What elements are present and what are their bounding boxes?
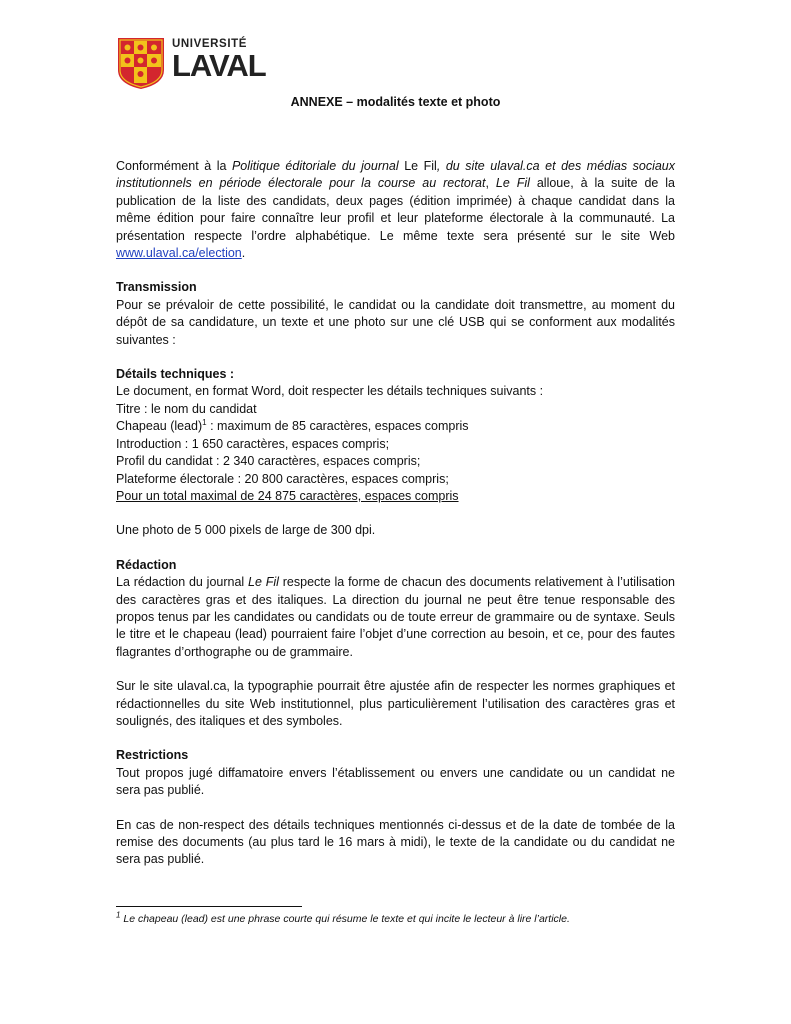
redaction-le-fil: Le Fil: [248, 575, 279, 590]
redaction-text-2: respecte la forme de chacun des documents relativement à l’utilisation des caractères gras et des italiques. La direction du journal ne peut être tenue responsable des propos tenus par les candidates ou candidats ou de toute erreur de grammaire ou de syntaxe. Seuls le titre et le chapeau (lead) pourraient faire l’objet d’une correction au besoin, et ce, pour des fautes flagrantes d’orthographe ou de grammaire.: [116, 575, 675, 659]
election-link[interactable]: www.ulaval.ca/election: [116, 246, 242, 261]
transmission-paragraph: Pour se prévaloir de cette possibilité, le candidat ou la candidate doit transmettre, au moment du dépôt de sa candidature, un texte et une photo sur une clé USB qui se conforment aux modalités suivantes :: [116, 297, 675, 347]
details-line-format: Le document, en format Word, doit respecter les détails techniques suivants :: [116, 384, 544, 399]
logo-wordmark: [172, 38, 266, 81]
document-body: [116, 158, 675, 869]
redaction-paragraph-1: [116, 574, 675, 661]
intro-text-2: alloue, à la suite de la publication de la liste des candidats, deux pages (édition imprimée) à chaque candidat dans la même édition pour faire connaître leur profil et leur plateforme électorale à la communauté. La présentation respecte l’ordre alphabétique. Le même texte sera présenté sur le site Web: [116, 176, 676, 243]
crest-icon: [116, 36, 166, 90]
footnote-divider: [116, 906, 302, 907]
restrictions-paragraph-2: En cas de non-respect des détails techniques mentionnés ci-dessus et de la date de tombée de la remise des documents (au plus tard le 16 mars à midi), le texte de la candidate ou du candidat ne sera pas publié.: [116, 817, 675, 867]
footnote-ref: 1: [202, 418, 207, 428]
intro-comma: ,: [485, 176, 496, 191]
details-line-total: Pour un total maximal de 24 875 caractères, espaces compris: [116, 488, 459, 503]
heading-transmission: Transmission: [116, 280, 197, 295]
heading-details-techniques: Détails techniques :: [116, 367, 235, 382]
heading-redaction: Rédaction: [116, 557, 177, 572]
footnote-number: 1: [116, 910, 121, 920]
redaction-text-1: La rédaction du journal: [116, 575, 249, 590]
intro-le-fil-italic: Le Fil: [495, 176, 530, 191]
chapeau-label: Chapeau (lead): [116, 419, 203, 434]
footnote-text: Le chapeau (lead) est une phrase courte qui résume le texte et qui incite le lecteur à lire l’article.: [120, 913, 570, 925]
details-line-plateforme: Plateforme électorale : 20 800 caractères, espaces compris;: [116, 471, 449, 486]
intro-period: .: [241, 246, 246, 261]
intro-policy-title-cont: , du site ulaval.ca et des médias sociaux institutionnels en période électorale pour la course au rectorat: [116, 159, 675, 191]
redaction-paragraph-2: Sur le site ulaval.ca, la typographie pourrait être ajustée afin de respecter les normes graphiques et rédactionnelles du site Web institutionnel, plus particulièrement l’utilisation des caractères gras et soulignés, des italiques et des symboles.: [116, 679, 675, 728]
details-line-introduction: Introduction : 1 650 caractères, espaces compris;: [116, 436, 390, 451]
document-title: ANNEXE – modalités texte et photo: [290, 95, 501, 109]
chapeau-limit: : maximum de 85 caractères, espaces compris: [206, 419, 469, 434]
details-photo: Une photo de 5 000 pixels de large de 300 dpi.: [116, 523, 376, 538]
footnote: [116, 912, 716, 926]
logo-line-universite: UNIVERSITÉ: [172, 38, 248, 50]
details-line-profil: Profil du candidat : 2 340 caractères, espaces compris;: [116, 454, 421, 469]
intro-policy-title: Politique éditoriale du journal: [231, 159, 399, 173]
intro-le-fil: Le Fil: [398, 159, 437, 173]
intro-paragraph: [116, 158, 675, 262]
universite-laval-logo: [116, 36, 266, 90]
heading-restrictions: Restrictions: [116, 748, 189, 763]
logo-line-laval: LAVAL: [172, 48, 266, 83]
restrictions-paragraph-1: Tout propos jugé diffamatoire envers l’établissement ou envers une candidate ou un candidat ne sera pas publié.: [116, 765, 675, 798]
details-line-titre: Titre : le nom du candidat: [116, 401, 257, 416]
details-line-chapeau: [116, 418, 675, 435]
intro-text-1: Conformément à la: [116, 159, 232, 173]
